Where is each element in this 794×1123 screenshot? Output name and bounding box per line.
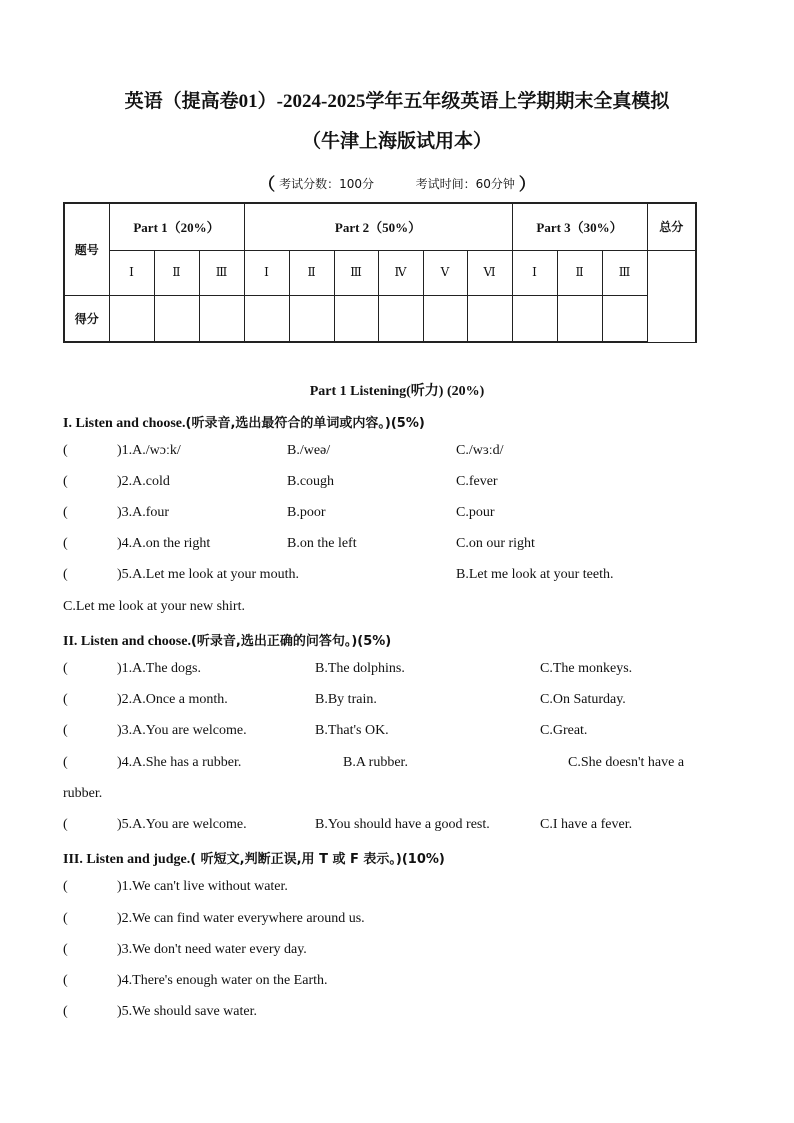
score-cell[interactable] xyxy=(199,295,244,342)
section2-heading xyxy=(63,630,391,650)
answer-paren: ( xyxy=(63,973,68,988)
s1-q2-c: C.fever xyxy=(456,474,498,489)
section3-heading-cn: ( 听短文,判断正误,用 T 或 F 表示。)(10%) xyxy=(190,852,445,867)
row-label-number: 题号 xyxy=(64,203,109,295)
s2-q5-a: )5.A.You are welcome. xyxy=(117,817,247,832)
s1-q5-b: B.Let me look at your teeth. xyxy=(456,567,614,582)
s1-q4-b: B.on the left xyxy=(287,536,357,551)
score-cell[interactable] xyxy=(378,295,423,342)
score-cell[interactable] xyxy=(244,295,289,342)
s2-q5-c: C.I have a fever. xyxy=(540,817,633,832)
part1-header: Part 1（20%） xyxy=(109,203,244,250)
exam-title: 英语（提高卷01）-2024-2025学年五年级英语上学期期末全真模拟 xyxy=(124,91,670,112)
p1-col: Ⅲ xyxy=(199,250,244,295)
time-info: 考试时间：60分钟 xyxy=(415,177,515,191)
s2-q3-c: C.Great. xyxy=(540,723,588,738)
s1-q2-a: )2.A.cold xyxy=(117,474,170,489)
info-open-paren: （ xyxy=(258,175,276,195)
part1-title: Part 1 Listening(听力) (20%) xyxy=(309,384,485,399)
answer-paren: ( xyxy=(63,755,68,770)
row-label-score: 得分 xyxy=(64,295,109,342)
s3-q3: )3.We don't need water every day. xyxy=(117,942,307,957)
s2-q1-c: C.The monkeys. xyxy=(540,661,633,676)
exam-info xyxy=(0,170,794,195)
score-cell[interactable] xyxy=(154,295,199,342)
total-header: 总分 xyxy=(647,203,696,250)
info-close-paren: ） xyxy=(518,175,536,195)
s1-q5-a: )5.A.Let me look at your mouth. xyxy=(117,567,299,582)
answer-paren: ( xyxy=(63,536,68,551)
p2-col: Ⅵ xyxy=(467,250,512,295)
answer-paren: ( xyxy=(63,443,68,458)
s2-q1-b: B.The dolphins. xyxy=(315,661,405,676)
answer-paren: ( xyxy=(63,661,68,676)
score-cell[interactable] xyxy=(109,295,154,342)
s1-q1-b: B./weə/ xyxy=(287,443,331,458)
p2-col: Ⅰ xyxy=(244,250,289,295)
p3-col: Ⅲ xyxy=(602,250,647,295)
s1-q1-c: C./wɜːd/ xyxy=(456,443,504,458)
p2-col: Ⅱ xyxy=(289,250,334,295)
s3-q5: )5.We should save water. xyxy=(117,1004,257,1019)
score-cell[interactable] xyxy=(289,295,334,342)
section3-heading-en: III. Listen and judge. xyxy=(63,852,191,867)
p1-col: Ⅰ xyxy=(109,250,154,295)
s2-q4-c-cont: rubber. xyxy=(63,786,103,801)
s2-q2-c: C.On Saturday. xyxy=(540,692,626,707)
answer-paren: ( xyxy=(63,942,68,957)
p2-col: Ⅳ xyxy=(378,250,423,295)
s2-q3-b: B.That's OK. xyxy=(315,723,389,738)
score-cell[interactable] xyxy=(602,295,647,342)
section2-heading-cn: (听录音,选出正确的问答句。)(5%) xyxy=(190,634,392,649)
score-table xyxy=(63,202,697,343)
answer-paren: ( xyxy=(63,567,68,582)
s2-q5-b: B.You should have a good rest. xyxy=(315,817,490,832)
s2-q1-a: )1.A.The dogs. xyxy=(117,661,201,676)
p2-col: Ⅲ xyxy=(334,250,378,295)
s1-q5-c: C.Let me look at your new shirt. xyxy=(63,599,245,614)
answer-paren: ( xyxy=(63,911,68,926)
section3-heading xyxy=(63,848,445,868)
s2-q4-c: C.She doesn't have a xyxy=(568,755,685,770)
answer-paren: ( xyxy=(63,474,68,489)
part2-header: Part 2（50%） xyxy=(244,203,512,250)
s2-q4-b: B.A rubber. xyxy=(343,755,408,770)
s3-q2: )2.We can find water everywhere around us. xyxy=(117,911,365,926)
s2-q2-b: B.By train. xyxy=(315,692,377,707)
s3-q1: )1.We can't live without water. xyxy=(117,879,288,894)
s3-q4: )4.There's enough water on the Earth. xyxy=(117,973,328,988)
s1-q3-a: )3.A.four xyxy=(117,505,170,520)
s2-q2-a: )2.A.Once a month. xyxy=(117,692,228,707)
answer-paren: ( xyxy=(63,692,68,707)
s1-q3-c: C.pour xyxy=(456,505,495,520)
answer-paren: ( xyxy=(63,723,68,738)
section2-heading-en: II. Listen and choose. xyxy=(63,634,191,649)
s1-q4-c: C.on our right xyxy=(456,536,535,551)
s2-q3-a: )3.A.You are welcome. xyxy=(117,723,247,738)
s1-q4-a: )4.A.on the right xyxy=(117,536,211,551)
p3-col: Ⅱ xyxy=(557,250,602,295)
score-cell[interactable] xyxy=(557,295,602,342)
score-cell[interactable] xyxy=(512,295,557,342)
score-cell[interactable] xyxy=(334,295,378,342)
s1-q1-a: )1.A./wɔːk/ xyxy=(117,443,181,458)
answer-paren: ( xyxy=(63,817,68,832)
section1-heading-en: I. Listen and choose. xyxy=(63,416,186,431)
section1-heading xyxy=(63,412,425,432)
answer-paren: ( xyxy=(63,1004,68,1019)
answer-paren: ( xyxy=(63,505,68,520)
total-score-cell[interactable] xyxy=(647,250,696,342)
score-info: 考试分数：100分 xyxy=(279,177,374,191)
s1-q3-b: B.poor xyxy=(287,505,326,520)
s1-q2-b: B.cough xyxy=(287,474,335,489)
score-cell[interactable] xyxy=(467,295,512,342)
p1-col: Ⅱ xyxy=(154,250,199,295)
p2-col: Ⅴ xyxy=(423,250,467,295)
score-cell[interactable] xyxy=(423,295,467,342)
answer-paren: ( xyxy=(63,879,68,894)
part3-header: Part 3（30%） xyxy=(512,203,647,250)
exam-subtitle: （牛津上海版试用本） xyxy=(301,131,492,152)
s2-q4-a: )4.A.She has a rubber. xyxy=(117,755,242,770)
section1-heading-cn: (听录音,选出最符合的单词或内容。)(5%) xyxy=(185,416,425,431)
p3-col: Ⅰ xyxy=(512,250,557,295)
